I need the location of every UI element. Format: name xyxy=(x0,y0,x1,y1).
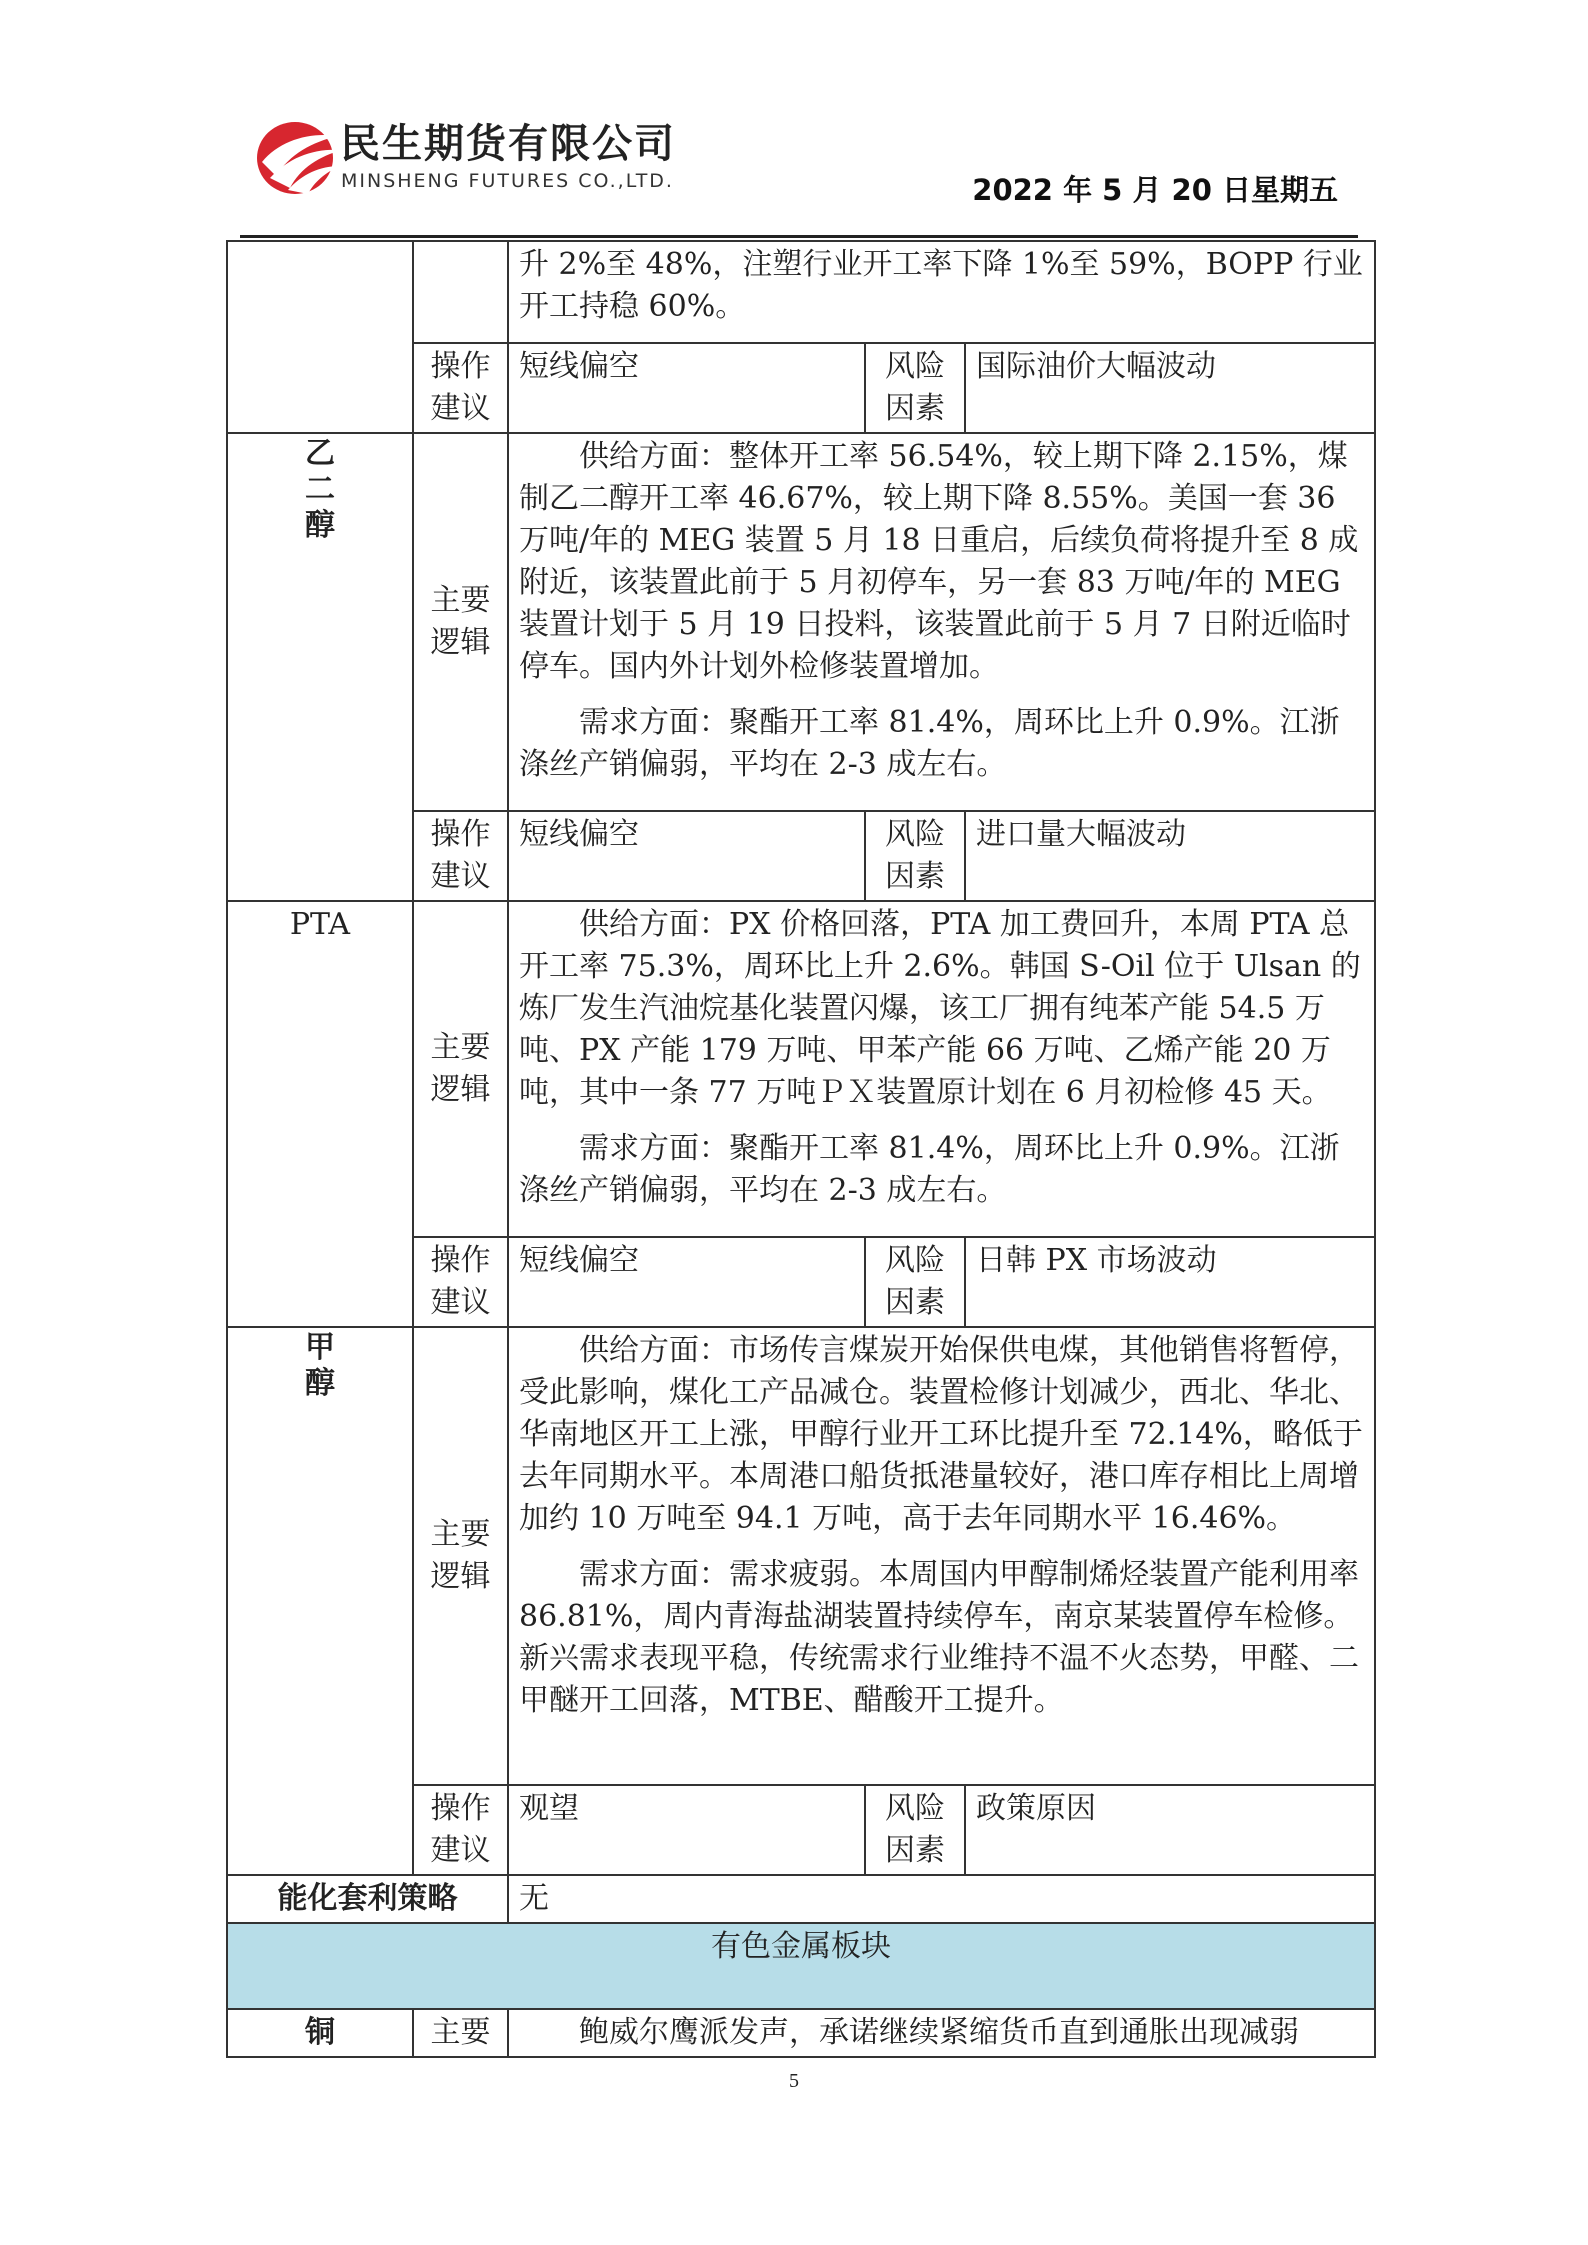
copper-name: 铜 xyxy=(227,2009,413,2057)
page-number: 5 xyxy=(789,2070,799,2092)
meg-logic-cell xyxy=(508,433,1375,811)
copper-logic-label: 主要 xyxy=(413,2009,508,2057)
pp-logic-row xyxy=(227,241,1375,343)
company-name-cn: 民生期货有限公司 xyxy=(340,121,676,167)
report-date: 2022 年 5 月 20 日星期五 xyxy=(972,173,1338,207)
pp-advice-label: 操作建议 xyxy=(413,343,508,433)
pta-logic-row xyxy=(227,901,1375,1237)
pta-advice-value: 短线偏空 xyxy=(508,1237,865,1327)
company-name-en: MINSHENG FUTURES CO.,LTD. xyxy=(341,170,674,192)
meg-demand-text: 需求方面：聚酯开工率 81.4%，周环比上升 0.9%。江浙涤丝产销偏弱，平均在 2-3 成左右。 xyxy=(519,705,1340,782)
methanol-logic-cell xyxy=(508,1327,1375,1785)
meg-advice-label: 操作建议 xyxy=(413,811,508,901)
methanol-category xyxy=(227,1327,413,1875)
copper-row xyxy=(227,2009,1375,2057)
copper-logic-cell xyxy=(508,2009,1375,2057)
meg-risk-value: 进口量大幅波动 xyxy=(965,811,1375,901)
pp-logic-text: 升 2%至 48%，注塑行业开工率下降 1%至 59%，BOPP 行业开工持稳 60%。 xyxy=(508,241,1375,343)
meg-category xyxy=(227,433,413,901)
methanol-demand-text: 需求方面：需求疲弱。本周国内甲醇制烯烃装置产能利用率 86.81%，周内青海盐湖装置持续停车，南京某装置停车检修。新兴需求表现平稳，传统需求行业维持不温不火态势，甲醛、二甲醚开工回落，MTBE、醋酸开工提升。 xyxy=(519,1557,1359,1718)
section-row xyxy=(227,1923,1375,2009)
energy-chemical-table xyxy=(226,240,1376,2058)
arbitrage-label: 能化套利策略 xyxy=(227,1875,508,1923)
pta-demand-text: 需求方面：聚酯开工率 81.4%，周环比上升 0.9%。江浙涤丝产销偏弱，平均在 2-3 成左右。 xyxy=(519,1131,1340,1208)
meg-logic-row xyxy=(227,433,1375,811)
methanol-advice-value: 观望 xyxy=(508,1785,865,1875)
methanol-logic-row xyxy=(227,1327,1375,1785)
methanol-risk-label: 风险因素 xyxy=(865,1785,965,1875)
methanol-advice-label: 操作建议 xyxy=(413,1785,508,1875)
pp-advice-value: 短线偏空 xyxy=(508,343,865,433)
meg-advice-value: 短线偏空 xyxy=(508,811,865,901)
arbitrage-value: 无 xyxy=(508,1875,1375,1923)
pta-name: PTA xyxy=(227,901,413,1327)
header-divider xyxy=(240,235,1358,238)
pta-logic-label: 主要逻辑 xyxy=(413,901,508,1237)
pp-logic-label-cell xyxy=(413,241,508,343)
copper-logic-text: 鲍威尔鹰派发声，承诺继续紧缩货币直到通胀出现减弱 xyxy=(579,2015,1299,2050)
meg-supply-text: 供给方面：整体开工率 56.54%，较上期下降 2.15%，煤制乙二醇开工率 46.67%，较上期下降 8.55%。美国一套 36 万吨/年的 MEG 装置 5 月 18 日重启，后续负荷将提升至 8 成附近，该装置此前于 5 月初停车，另一套 83 万吨/年的 MEG 装置计划于 5 月 19 日投料，该装置此前于 5 月 7 日附近临时停车。国内外计划外检修装置增加。 xyxy=(519,439,1359,684)
meg-name: 乙二醇 xyxy=(305,436,335,543)
page-header xyxy=(0,0,1588,240)
methanol-logic-label: 主要逻辑 xyxy=(413,1327,508,1785)
arbitrage-row xyxy=(227,1875,1375,1923)
section-title: 有色金属板块 xyxy=(227,1923,1375,2009)
meg-risk-label: 风险因素 xyxy=(865,811,965,901)
pta-risk-value: 日韩 PX 市场波动 xyxy=(965,1237,1375,1327)
pta-advice-label: 操作建议 xyxy=(413,1237,508,1327)
pp-risk-value: 国际油价大幅波动 xyxy=(965,343,1375,433)
methanol-supply-text: 供给方面：市场传言煤炭开始保供电煤，其他销售将暂停，受此影响，煤化工产品减仓。装置检修计划减少，西北、华北、华南地区开工上涨，甲醇行业开工环比提升至 72.14%，略低于去年同期水平。本周港口船货抵港量较好，港口库存相比上周增加约 10 万吨至 94.1 万吨，高于去年同期水平 16.46%。 xyxy=(519,1333,1363,1536)
meg-logic-label: 主要逻辑 xyxy=(413,433,508,811)
pta-supply-text: 供给方面：PX 价格回落，PTA 加工费回升，本周 PTA 总开工率 75.3%，周环比上升 2.6%。韩国 S-Oil 位于 Ulsan 的炼厂发生汽油烷基化装置闪爆，该工厂拥有纯苯产能 54.5 万吨、PX 产能 179 万吨、甲苯产能 66 万吨、乙烯产能 20 万吨，其中一条 77 万吨ＰＸ装置原计划在 6 月初检修 45 天。 xyxy=(519,907,1361,1110)
pta-logic-cell xyxy=(508,901,1375,1237)
methanol-risk-value: 政策原因 xyxy=(965,1785,1375,1875)
methanol-name: 甲醇 xyxy=(305,1330,335,1401)
pta-risk-label: 风险因素 xyxy=(865,1237,965,1327)
pp-risk-label: 风险因素 xyxy=(865,343,965,433)
pp-category-cell xyxy=(227,241,413,433)
